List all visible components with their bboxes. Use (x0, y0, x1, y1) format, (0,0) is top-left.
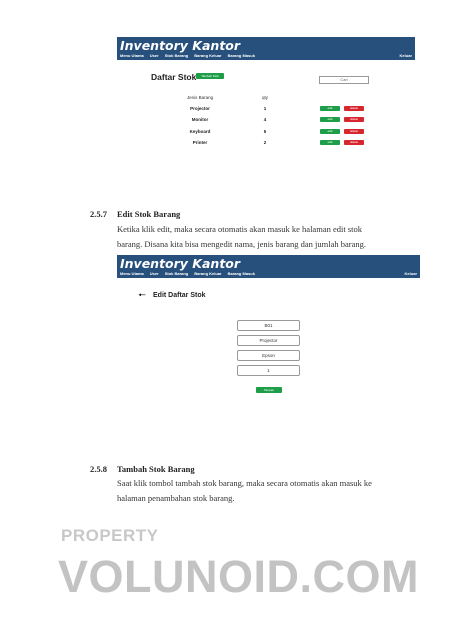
item-name: Monitor (191, 117, 209, 122)
page-title: Daftar Stok (151, 72, 197, 82)
back-arrow-icon[interactable]: 🠔 (138, 290, 146, 300)
nav-item-barang-keluar[interactable]: Barang Keluar (194, 53, 222, 58)
watermark-site: VOLUNOID.COM (58, 551, 419, 602)
item-qty: 4 (263, 117, 267, 122)
section-title: Tambah Stok Barang (117, 464, 195, 474)
nav-item-barang-keluar[interactable]: Barang Keluar (194, 271, 222, 276)
nav-item-menu-utama[interactable]: Menu Utama (120, 53, 144, 58)
section-number: 2.5.8 (90, 464, 107, 474)
search-input[interactable]: Cari (319, 76, 369, 84)
delete-button[interactable]: delete (344, 117, 364, 122)
table-row (117, 140, 415, 146)
add-stock-button[interactable]: Tambah Stok (196, 73, 224, 79)
stock-list-screenshot (117, 37, 415, 157)
nav-item-user[interactable]: User (149, 53, 159, 58)
section-heading-tambah-stok (90, 464, 195, 474)
item-name: Keyboard (189, 129, 211, 134)
section-heading-edit-stok (90, 209, 180, 219)
brand-title: Inventory Kantor (120, 38, 241, 53)
table-row (117, 129, 415, 135)
section-title: Edit Stok Barang (117, 209, 181, 219)
column-header-qty: qty (261, 95, 268, 100)
nav-menu (120, 271, 261, 276)
column-header-jenis-barang: Jenis Barang (186, 95, 214, 100)
delete-button[interactable]: delete (344, 106, 364, 111)
edit-button[interactable]: edit (320, 117, 340, 122)
page-title: Edit Daftar Stok (153, 292, 206, 299)
brand-title: Inventory Kantor (120, 256, 241, 271)
item-name: Printer (192, 140, 208, 145)
delete-button[interactable]: delete (344, 140, 364, 145)
watermark-property: PROPERTY (61, 526, 159, 545)
nav-item-barang-masuk[interactable]: Barang Masuk (227, 53, 255, 58)
section-number: 2.5.7 (90, 209, 107, 219)
quantity-field[interactable]: 1 (237, 365, 300, 376)
save-button[interactable]: Simpan (256, 387, 282, 393)
item-qty: 5 (263, 129, 267, 134)
nav-menu (120, 53, 261, 58)
edit-stock-screenshot (117, 255, 420, 400)
nav-item-menu-utama[interactable]: Menu Utama (120, 271, 144, 276)
logout-link[interactable]: Keluar (404, 271, 417, 276)
nav-item-user[interactable]: User (149, 271, 159, 276)
brand-field[interactable]: Epson (237, 350, 300, 361)
paragraph-line: Saat klik tombol tambah stok barang, maka secara otomatis akan masuk ke (117, 478, 372, 488)
paragraph-line: halaman penambahan stok barang. (117, 493, 235, 503)
table-row (117, 106, 415, 112)
item-name: Projector (190, 106, 210, 111)
navbar (117, 255, 420, 278)
paragraph-line: barang. Disana kita bisa mengedit nama, jenis barang dan jumlah barang. (117, 239, 367, 249)
name-field[interactable]: Projector (237, 335, 300, 346)
edit-button[interactable]: edit (320, 140, 340, 145)
item-qty: 1 (263, 106, 267, 111)
edit-button[interactable]: edit (320, 129, 340, 134)
table-row (117, 117, 415, 123)
paragraph-line: Ketika klik edit, maka secara otomatis akan masuk ke halaman edit stok (117, 224, 363, 234)
nav-item-stok-barang[interactable]: Stok Barang (164, 53, 189, 58)
nav-item-barang-masuk[interactable]: Barang Masuk (227, 271, 255, 276)
code-field[interactable]: B01 (237, 320, 300, 331)
item-qty: 2 (263, 140, 267, 145)
nav-item-stok-barang[interactable]: Stok Barang (164, 271, 189, 276)
logout-link[interactable]: Keluar (399, 53, 412, 58)
navbar (117, 37, 415, 60)
delete-button[interactable]: delete (344, 129, 364, 134)
edit-button[interactable]: edit (320, 106, 340, 111)
